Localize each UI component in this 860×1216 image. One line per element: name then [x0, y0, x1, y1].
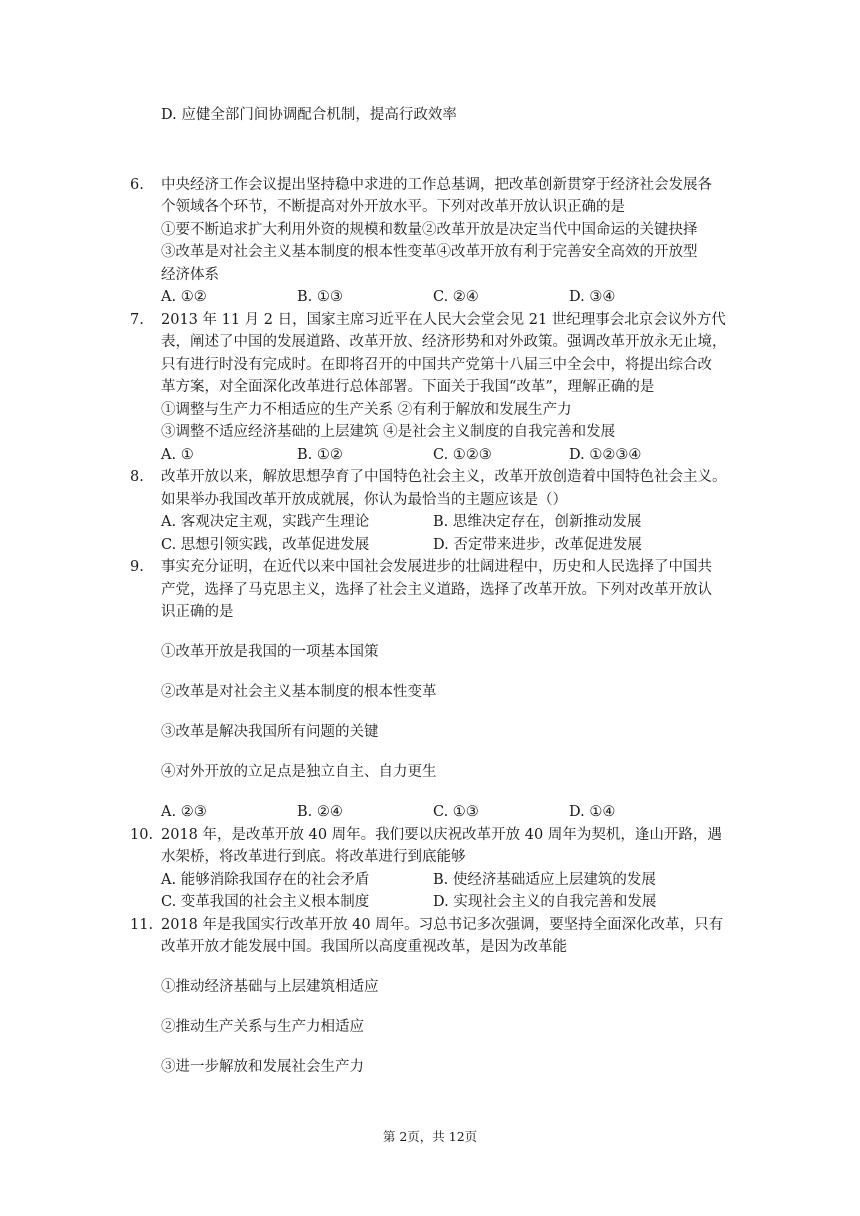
question-stem-line: 只有进行时没有完成时。在即将召开的中国共产党第十八届三中全会中，将提出综合改 [161, 357, 712, 373]
question-stem-line: 革方案，对全面深化改革进行总体部署。下面关于我国“改革”，理解正确的是 [161, 379, 655, 395]
prev-option-d: D. 应健全部门间协调配合机制，提高行政效率 [161, 107, 457, 123]
option-c: C. ②④ [433, 289, 479, 305]
question-stem-line: ①调整与生产力不相适应的生产关系 ②有利于解放和发展生产力 [161, 402, 572, 418]
question-number: 9. [130, 559, 144, 575]
option-b: B. 思维决定存在，创新推动发展 [433, 514, 642, 530]
option-c: C. 思想引领实践，改革促进发展 [161, 537, 370, 553]
question-number: 7. [130, 312, 144, 328]
question-stem-line: 水架桥，将改革进行到底。将改革进行到底能够 [161, 849, 466, 865]
page-number-footer: 第 2页，共 12页 [382, 1129, 478, 1144]
question-stem-line: ③调整不适应经济基础的上层建筑 ④是社会主义制度的自我完善和发展 [161, 424, 616, 440]
option-c: C. 变革我国的社会主义根本制度 [161, 894, 370, 910]
question-number: 8. [130, 469, 144, 485]
option-b: B. 使经济基础适应上层建筑的发展 [433, 872, 656, 888]
option-d: D. ③④ [569, 289, 616, 305]
question-stem-line: 改革开放以来，解放思想孕育了中国特色社会主义，改革开放创造着中国特色社会主义。 [161, 469, 727, 485]
option-c: C. ①③ [433, 804, 479, 820]
question-stem-line: ①要不断追求扩大利用外资的规模和数量②改革开放是决定当代中国命运的关键抉择 [161, 222, 698, 238]
question-stem-line: 改革开放才能发展中国。我国所以高度重视改革，是因为改革能 [161, 939, 567, 955]
option-b: B. ①③ [297, 289, 343, 305]
question-stem-line: 事实充分证明，在近代以来中国社会发展进步的壮阔进程中，历史和人民选择了中国共 [161, 559, 712, 575]
option-d: D. 实现社会主义的自我完善和发展 [433, 894, 657, 910]
option-c: C. ①②③ [433, 447, 492, 463]
question-stem-line: 个领域各个环节，不断提高对外开放水平。下列对改革开放认识正确的是 [161, 199, 625, 215]
option-a: A. 客观决定主观，实践产生理论 [161, 514, 370, 530]
question-stem-line: 经济体系 [161, 267, 219, 283]
question-number: 11. [130, 917, 154, 933]
option-b: B. ②④ [297, 804, 343, 820]
option-a: A. ① [161, 447, 194, 463]
option-a: A. ②③ [161, 804, 207, 820]
statement-item: ③改革是解决我国所有问题的关键 [161, 724, 379, 740]
statement-item: ②改革是对社会主义基本制度的根本性变革 [161, 684, 437, 700]
question-stem-line: 产党，选择了马克思主义，选择了社会主义道路，选择了改革开放。下列对改革开放认 [161, 582, 712, 598]
question-stem-line: 中央经济工作会议提出坚持稳中求进的工作总基调，把改革创新贯穿于经济社会发展各 [161, 177, 712, 193]
question-number: 10. [130, 827, 154, 843]
statement-item: ③进一步解放和发展社会生产力 [161, 1059, 364, 1075]
question-stem-line: 2018 年，是改革开放 40 周年。我们要以庆祝改革开放 40 周年为契机，逢山开路，遇 [161, 827, 722, 843]
statement-item: ①改革开放是我国的一项基本国策 [161, 644, 379, 660]
question-stem-line: 表，阐述了中国的发展道路、改革开放、经济形势和对外政策。强调改革开放永无止境， [161, 334, 727, 350]
statement-item: ②推动生产关系与生产力相适应 [161, 1019, 364, 1035]
question-stem-line: 2013 年 11 月 2 日，国家主席习近平在人民大会堂会见 21 世纪理事会北京会议外方代 [161, 312, 726, 328]
question-stem-line: ③改革是对社会主义基本制度的根本性变革④改革开放有利于完善安全高效的开放型 [161, 244, 698, 260]
question-number: 6. [130, 177, 144, 193]
statement-item: ④对外开放的立足点是独立自主、自力更生 [161, 764, 437, 780]
question-stem-line: 识正确的是 [161, 604, 234, 620]
question-stem-line: 如果举办我国改革开放成就展，你认为最恰当的主题应该是（） [161, 492, 567, 508]
option-b: B. ①② [297, 447, 343, 463]
question-stem-line: 2018 年是我国实行改革开放 40 周年。习总书记多次强调，要坚持全面深化改革，只有 [161, 917, 724, 933]
option-a: A. ①② [161, 289, 207, 305]
statement-item: ①推动经济基础与上层建筑相适应 [161, 979, 379, 995]
option-d: D. 否定带来进步，改革促进发展 [433, 537, 642, 553]
option-a: A. 能够消除我国存在的社会矛盾 [161, 872, 370, 888]
option-d: D. ①④ [569, 804, 616, 820]
option-d: D. ①②③④ [569, 447, 642, 463]
